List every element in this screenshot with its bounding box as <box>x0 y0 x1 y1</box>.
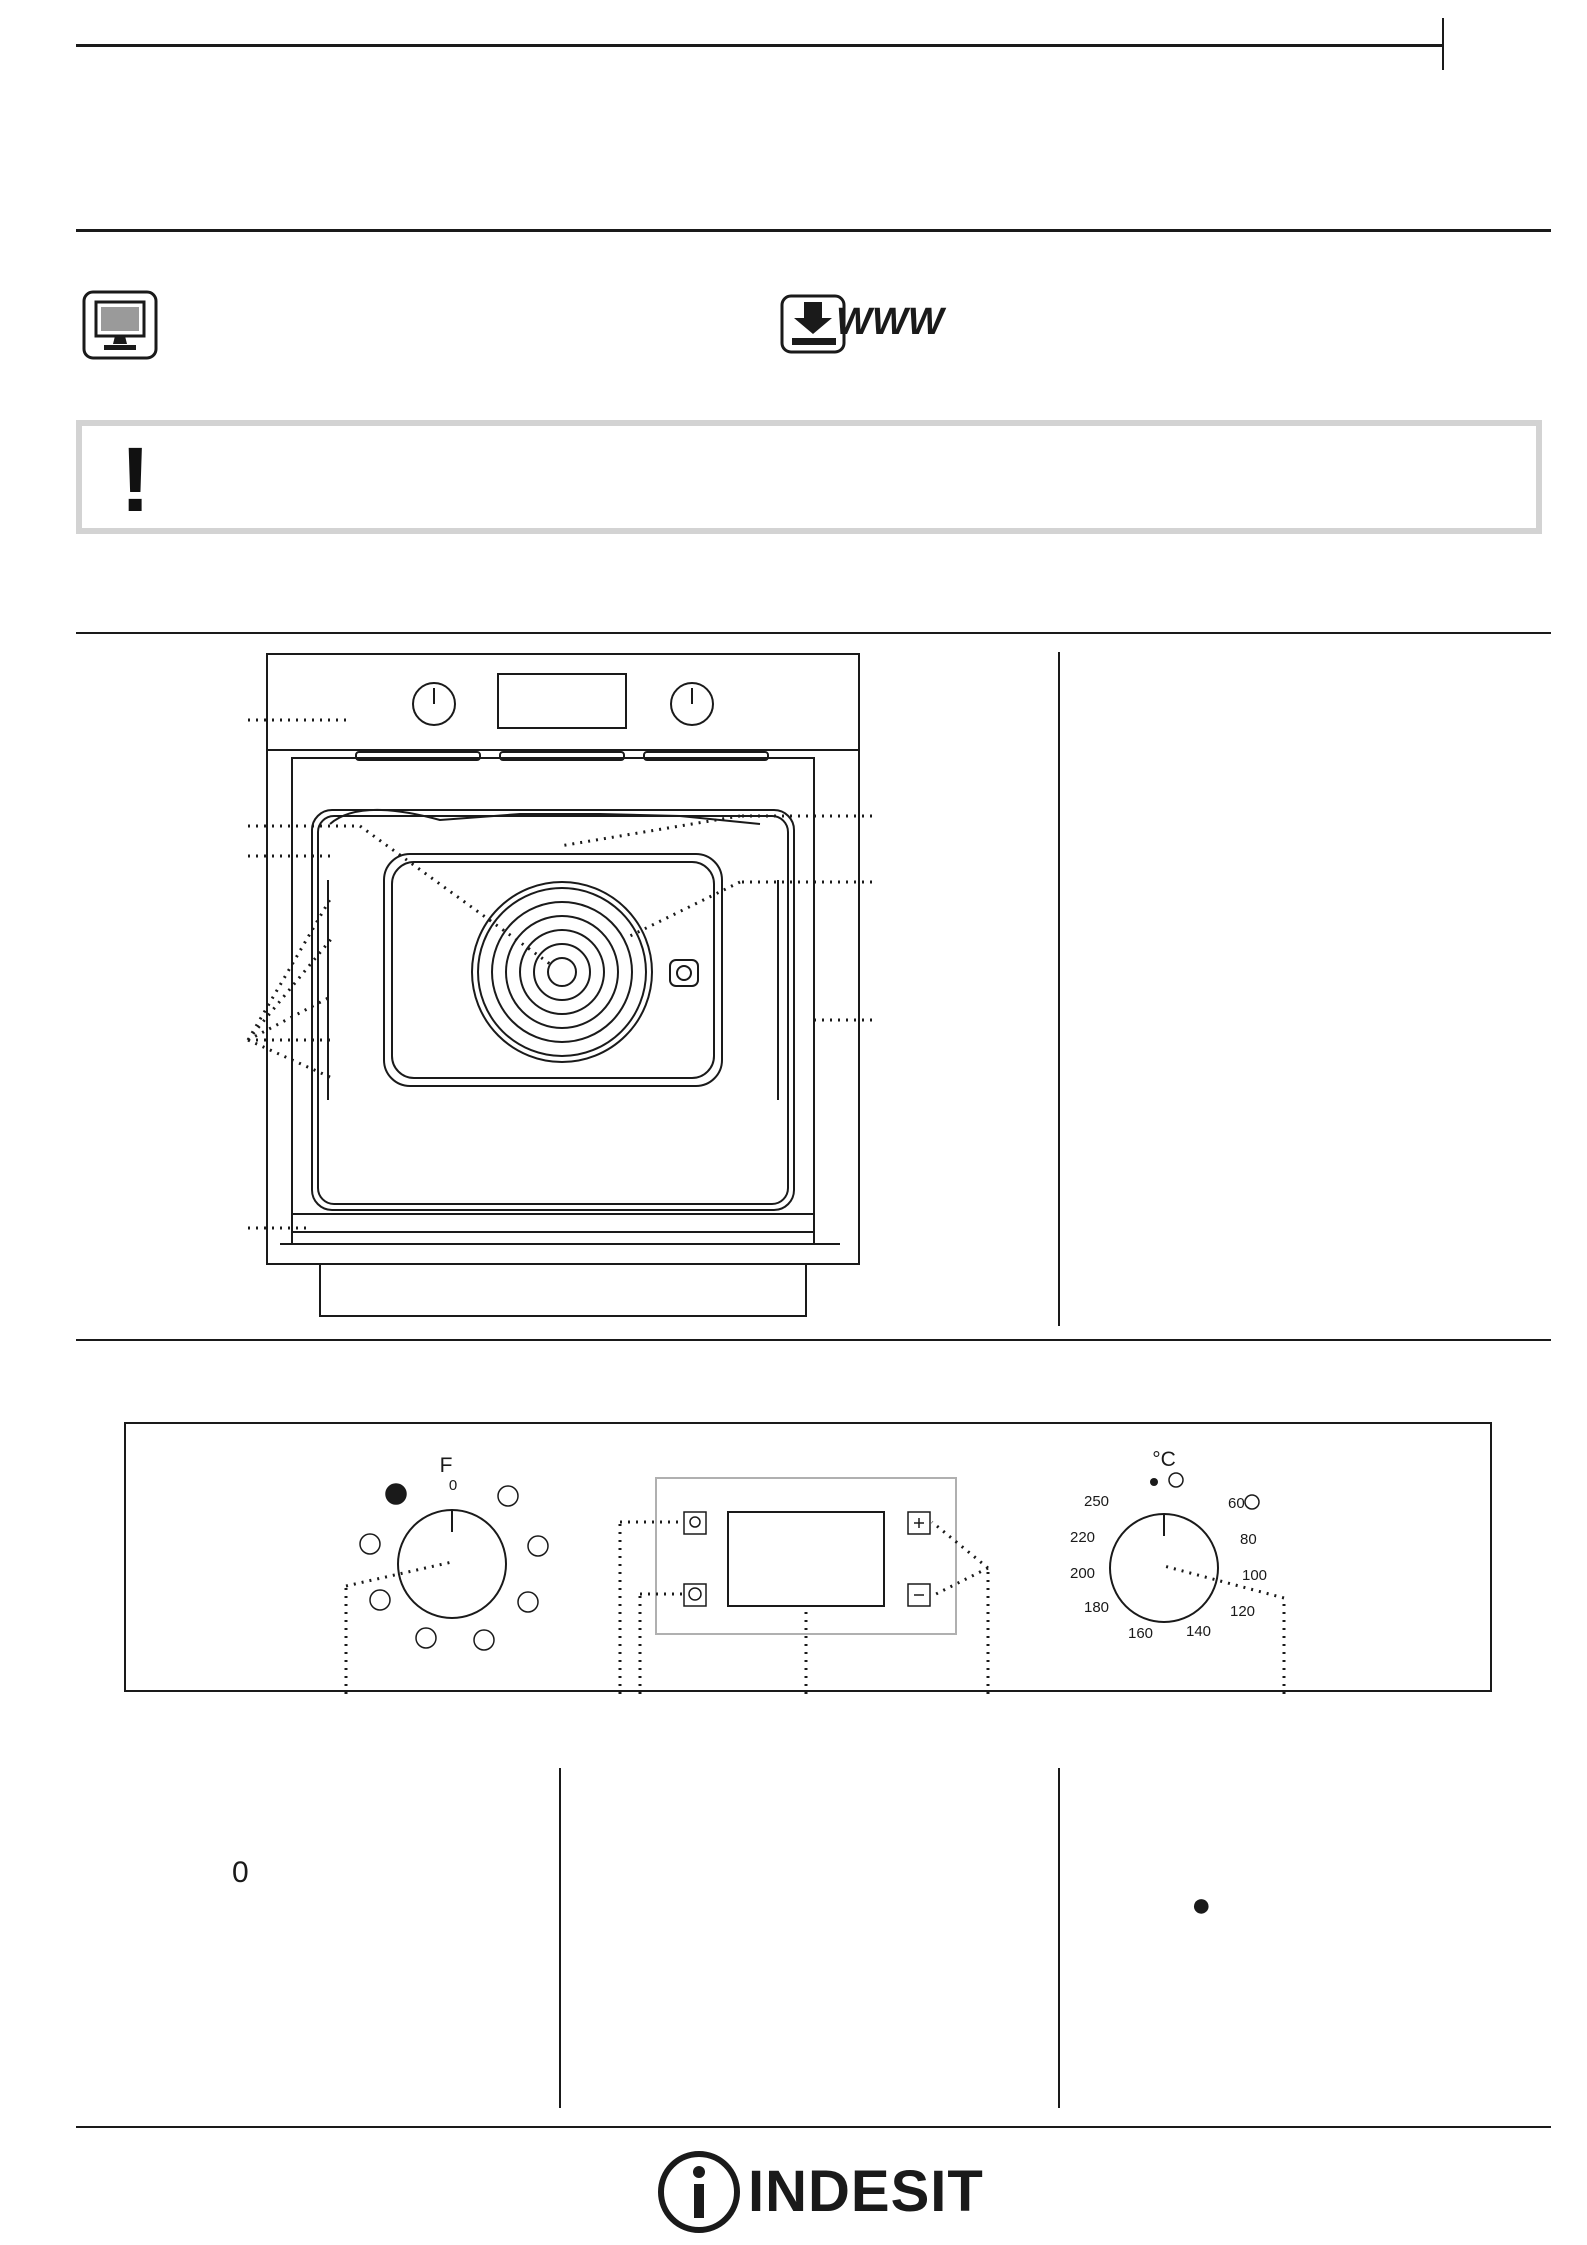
temp-120: 120 <box>1230 1603 1256 1620</box>
temp-80: 80 <box>1240 1531 1257 1548</box>
www-label: WWW <box>836 301 944 343</box>
selector-off-label: 0 <box>448 1477 458 1494</box>
lamp-icon <box>684 1512 706 1534</box>
section-rule-panel <box>76 1339 1551 1341</box>
header-rule <box>76 229 1551 232</box>
monitor-icon <box>82 290 158 360</box>
temp-160: 160 <box>1128 1625 1154 1642</box>
legend-off-symbol: 0 <box>232 1856 249 1889</box>
legend-divider-right <box>1058 1768 1060 2108</box>
temp-140: 140 <box>1186 1623 1212 1640</box>
warning-box <box>76 420 1542 534</box>
legend-dot-symbol: ● <box>1191 1886 1212 1924</box>
temp-60: 60 <box>1228 1495 1245 1512</box>
oven-section-divider <box>1058 652 1060 1326</box>
selector-knob-label: F <box>439 1454 453 1477</box>
temp-100: 100 <box>1242 1567 1268 1584</box>
temp-200: 200 <box>1070 1565 1096 1582</box>
brand-logo <box>655 2148 984 2236</box>
top-rule-endcap <box>1442 18 1444 70</box>
footer-rule <box>76 2126 1551 2128</box>
warning-exclamation-icon: ! <box>120 429 151 531</box>
download-www-icon <box>780 294 944 356</box>
top-rule <box>76 44 1442 47</box>
temperature-scale <box>1070 1493 1267 1642</box>
legend-divider-left <box>559 1768 561 2108</box>
brand-name: INDESIT <box>748 2159 984 2224</box>
control-panel-diagram <box>124 1422 1494 1694</box>
temperature-unit-label: °C <box>1152 1448 1176 1471</box>
oven-diagram <box>240 648 880 1324</box>
section-rule-oven <box>76 632 1551 634</box>
temp-250: 250 <box>1084 1493 1110 1510</box>
temp-220: 220 <box>1070 1529 1096 1546</box>
temp-180: 180 <box>1084 1599 1110 1616</box>
